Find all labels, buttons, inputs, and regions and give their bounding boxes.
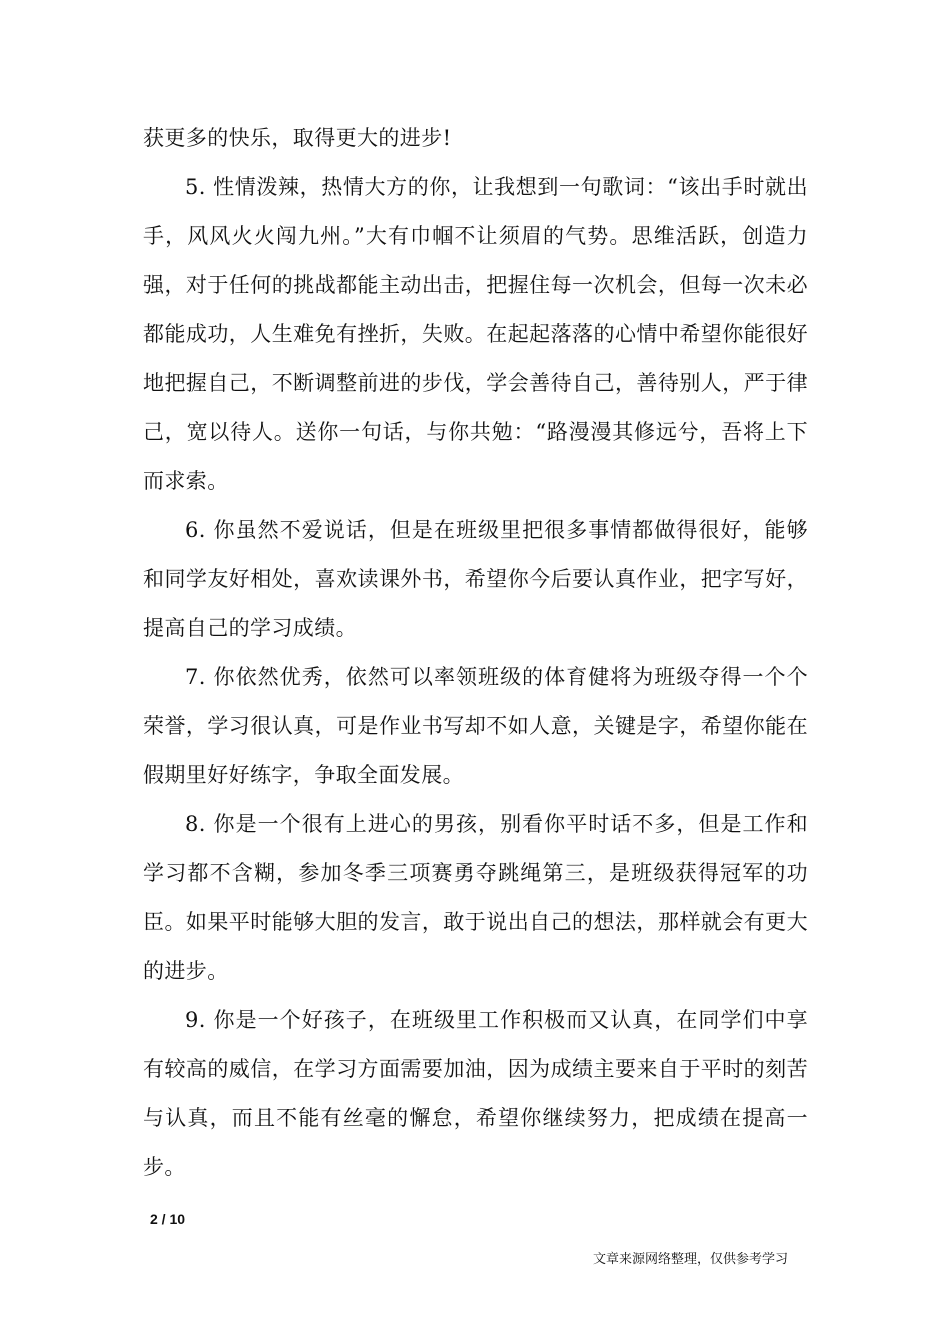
document-body xyxy=(143,114,808,1192)
paragraph-item-6: 6. 你虽然不爱说话，但是在班级里把很多事情都做得很好，能够和同学友好相处，喜欢读课外书，希望你今后要认真作业，把字写好，提高自己的学习成绩。 xyxy=(143,518,808,640)
paragraph-item-5: 5. 性情泼辣，热情大方的你，让我想到一句歌词：“该出手时就出手，风风火火闯九州。”大有巾帼不让须眉的气势。思维活跃，创造力强，对于任何的挑战都能主动出击，把握住每一次机会，但每一次未必都能成功，人生难免有挫折，失败。在起起落落的心情中希望你能很好地把握自己，不断调整前进的步伐，学会善待自己，善待别人，严于律己，宽以待人。送你一句话，与你共勉：“路漫漫其修远兮，吾将上下而求索。 xyxy=(143,175,808,493)
paragraph-item-9: 9. 你是一个好孩子，在班级里工作积极而又认真，在同学们中享有较高的威信，在学习方面需要加油，因为成绩主要来自于平时的刻苦与认真，而且不能有丝毫的懈怠，希望你继续努力，把成绩在提高一步。 xyxy=(143,1008,808,1179)
paragraph-continuation: 获更多的快乐，取得更大的进步! xyxy=(143,126,452,150)
footer-note: 文章来源网络整理，仅供参考学习 xyxy=(593,1252,789,1267)
page-number: 2 / 10 xyxy=(150,1211,186,1227)
paragraph-item-8: 8. 你是一个很有上进心的男孩，别看你平时话不多，但是工作和学习都不含糊，参加冬季三项赛勇夺跳绳第三，是班级获得冠军的功臣。如果平时能够大胆的发言，敢于说出自己的想法，那样就会有更大的进步。 xyxy=(143,812,808,983)
paragraph-item-7: 7. 你依然优秀，依然可以率领班级的体育健将为班级夺得一个个荣誉，学习很认真，可是作业书写却不如人意，关键是字，希望你能在假期里好好练字，争取全面发展。 xyxy=(143,665,808,787)
